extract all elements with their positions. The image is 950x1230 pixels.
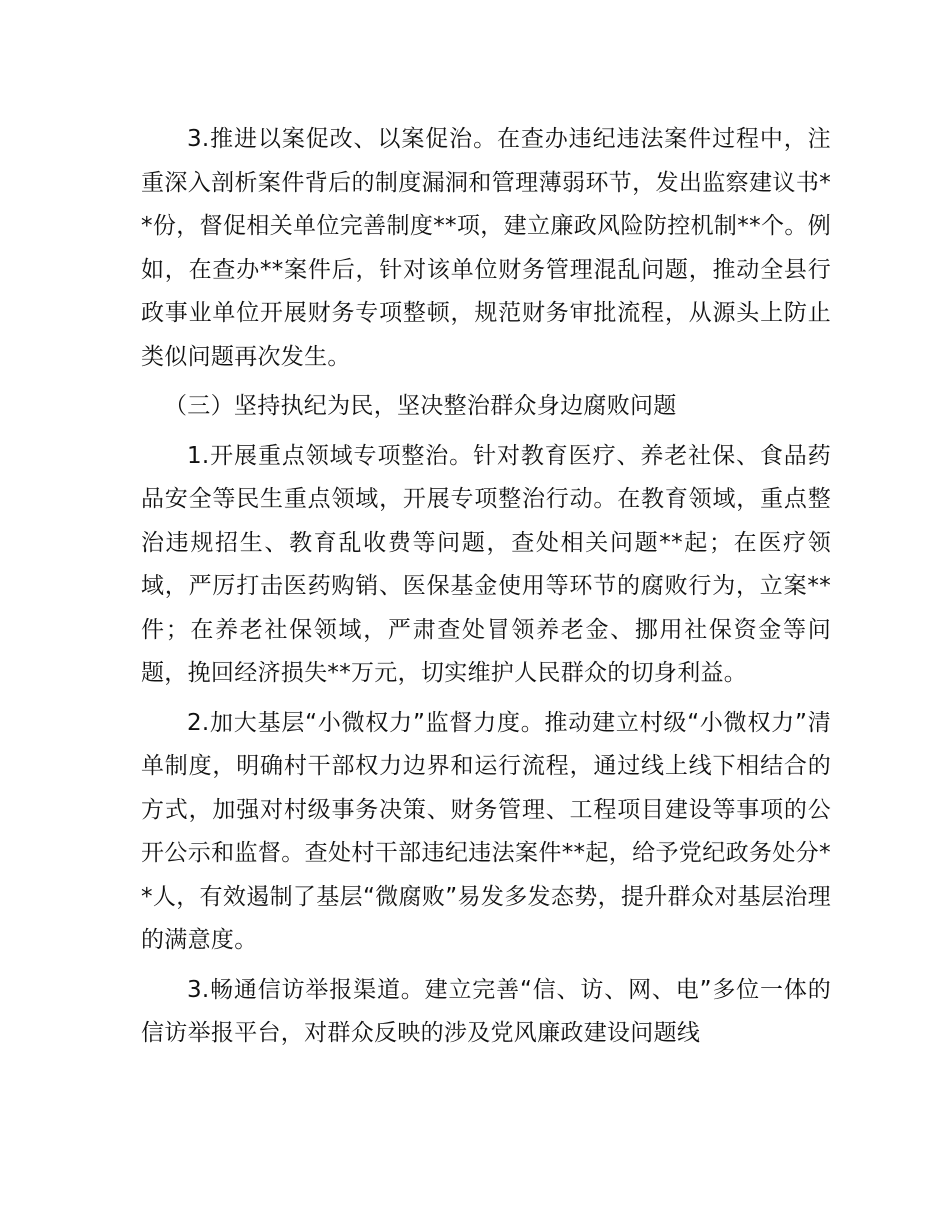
section-heading-three: （三）坚持执纪为民，坚决整治群众身边腐败问题 [164,393,677,419]
paragraph-petition-channels: 3.畅通信访举报渠道。建立完善“信、访、网、电”多位一体的信访举报平台，对群众反映的涉及党风廉政建设问题线 [141,976,831,1046]
paragraph-key-area-rectification: 1.开展重点领域专项整治。针对教育医疗、养老社保、食品药品安全等民生重点领域，开展专项整治行动。在教育领域，重点整治违规招生、教育乱收费等问题，查处相关问题**起；在医疗领域，严厉打击医药购销、医保基金使用等环节的腐败行为，立案**件；在养老社保领域，严肃查处冒领养老金、挪用社保资金等问题，挽回经济损失**万元，切实维护人民群众的切身利益。 [141,442,831,686]
document-body [141,118,831,1062]
paragraph-case-reform: 3.推进以案促改、以案促治。在查办违纪违法案件过程中，注重深入剖析案件背后的制度漏洞和管理薄弱环节，发出监察建议书**份，督促相关单位完善制度**项，建立廉政风险防控机制**个。例如，在查办**案件后，针对该单位财务管理混乱问题，推动全县行政事业单位开展财务专项整顿，规范财务审批流程，从源头上防止类似问题再次发生。 [141,126,831,370]
paragraph-micro-power-supervision: 2.加大基层“小微权力”监督力度。推动建立村级“小微权力”清单制度，明确村干部权力边界和运行流程，通过线上线下相结合的方式，加强对村级事务决策、财务管理、工程项目建设等事项的公开公示和监督。查处村干部违纪违法案件**起，给予党纪政务处分**人，有效遏制了基层“微腐败”易发多发态势，提升群众对基层治理的满意度。 [141,709,831,953]
